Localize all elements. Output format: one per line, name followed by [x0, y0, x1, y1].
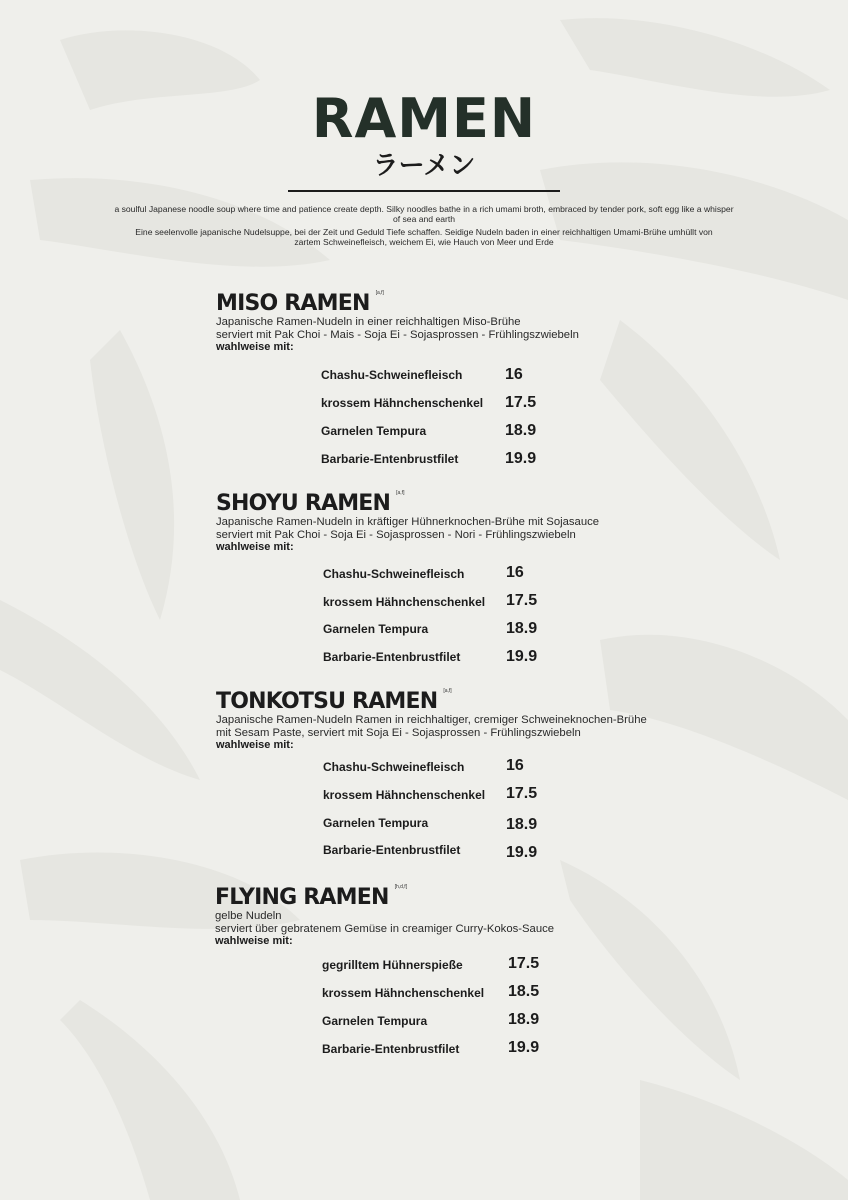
item-name: Garnelen Tempura	[323, 816, 429, 830]
item-price: 18.9	[506, 816, 538, 833]
choice-label: wahlweise mit:	[216, 541, 294, 553]
item-name: krossem Hähnchenschenkel	[323, 788, 486, 802]
section-description: gelbe Nudeln	[215, 910, 282, 922]
choice-label: wahlweise mit:	[215, 935, 293, 947]
item-name: Garnelen Tempura	[323, 622, 429, 636]
allergen-codes: [a,f]	[375, 290, 384, 296]
item-name: Chashu-Schweinefleisch	[321, 368, 463, 382]
section-description: Japanische Ramen-Nudeln Ramen in reichhaltiger, cremiger Schweineknochen-Brühe	[216, 714, 647, 726]
header-divider	[288, 190, 560, 192]
choice-label: wahlweise mit:	[216, 341, 294, 353]
item-price: 17.5	[508, 955, 540, 972]
page-title: RAMEN	[311, 87, 537, 150]
item-name: krossem Hähnchenschenkel	[322, 986, 485, 1000]
intro-english: a soulful Japanese noodle soup where time and patience create depth. Silky noodles bathe in a rich umami broth, embraced by tender pork, soft egg like a whisper of sea and earth	[114, 204, 734, 224]
section-title: MISO RAMEN	[216, 291, 370, 316]
section-tonkotsu-ramen	[216, 690, 816, 752]
item-name: Garnelen Tempura	[321, 424, 427, 438]
allergen-codes: [h,d,f]	[394, 884, 408, 890]
japanese-subtitle: ラーメン	[372, 151, 476, 181]
item-name: Garnelen Tempura	[322, 1014, 428, 1028]
intro-text	[0, 204, 848, 247]
item-price: 19.9	[508, 1039, 540, 1056]
section-description-served: serviert über gebratenem Gemüse in creamiger Curry-Kokos-Sauce	[215, 922, 555, 935]
item-price: 18.9	[505, 422, 537, 439]
item-price: 18.5	[508, 983, 540, 1000]
menu-header	[0, 88, 848, 250]
section-title: SHOYU RAMEN	[216, 491, 391, 516]
choice-label: wahlweise mit:	[216, 739, 294, 751]
item-name: Barbarie-Entenbrustfilet	[321, 452, 459, 466]
item-price: 19.9	[505, 450, 537, 467]
section-description-served: mit Sesam Paste, serviert mit Soja Ei - Sojasprossen - Frühlingszwiebeln	[216, 726, 581, 739]
item-name: Barbarie-Entenbrustfilet	[323, 650, 461, 664]
section-description: Japanische Ramen-Nudeln in kräftiger Hühnerknochen-Brühe mit Sojasauce	[216, 516, 600, 528]
item-price: 17.5	[505, 394, 537, 411]
item-price: 19.9	[506, 648, 538, 665]
allergen-codes: [a,f]	[396, 490, 405, 496]
section-shoyu-ramen	[216, 492, 816, 554]
item-name: Barbarie-Entenbrustfilet	[322, 1042, 460, 1056]
section-miso-ramen	[216, 292, 816, 354]
item-price: 19.9	[506, 844, 538, 861]
item-price: 18.9	[506, 620, 538, 637]
item-price: 17.5	[506, 785, 538, 802]
allergen-codes: [a,f]	[443, 688, 452, 694]
section-description: Japanische Ramen-Nudeln in einer reichhaltigen Miso-Brühe	[216, 316, 521, 328]
section-flying-ramen	[215, 886, 815, 948]
item-name: krossem Hähnchenschenkel	[323, 595, 486, 609]
section-description-served: serviert mit Pak Choi - Mais - Soja Ei - Sojasprossen - Frühlingszwiebeln	[216, 328, 579, 341]
item-price: 18.9	[508, 1011, 540, 1028]
item-name: gegrilltem Hühnerspieße	[322, 958, 463, 972]
section-description-served: serviert mit Pak Choi - Soja Ei - Sojasprossen - Nori - Frühlingszwiebeln	[216, 528, 576, 541]
intro-german: Eine seelenvolle japanische Nudelsuppe, bei der Zeit und Geduld Tiefe schaffen. Seidige Nudeln baden in einer reichhaltigen Umami-Brühe umhüllt von zartem Schweinefleisch, weichem Ei, wie Hauch von Meer und Erde	[135, 227, 713, 247]
item-name: Chashu-Schweinefleisch	[323, 760, 465, 774]
section-title: FLYING RAMEN	[215, 885, 389, 910]
section-title: TONKOTSU RAMEN	[216, 689, 438, 714]
item-name: Barbarie-Entenbrustfilet	[323, 843, 461, 857]
item-price: 16	[505, 366, 523, 383]
item-name: krossem Hähnchenschenkel	[321, 396, 484, 410]
item-price: 16	[506, 757, 524, 774]
item-price: 17.5	[506, 592, 538, 609]
item-price: 16	[506, 564, 524, 581]
item-name: Chashu-Schweinefleisch	[323, 567, 465, 581]
